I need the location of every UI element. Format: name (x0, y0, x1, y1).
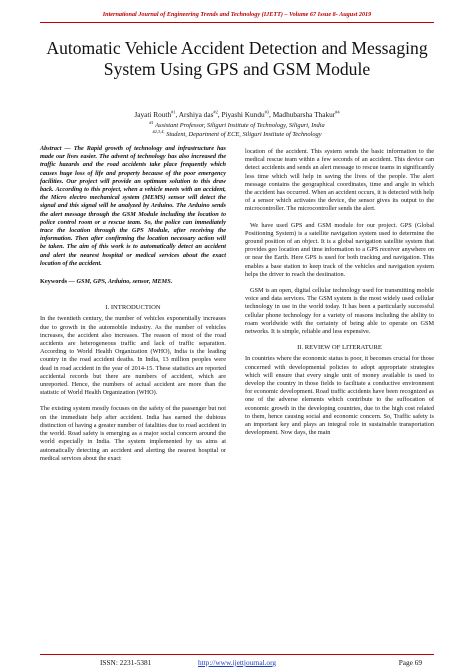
paragraph: GSM is an open, digital cellular technology used for transmitting mobile voice and data services. The GSM system is the most widely used cellular technology in use in the world today. It has been a particularly successful cellular phone technology for a variety of reasons including the ability to roam worldwide with the certainty of being able to operate on GSM networks. It is simple, reliable and less expensive. (245, 287, 434, 336)
affiliation (40, 128, 434, 138)
paragraph: The existing system mostly focuses on the safety of the passenger but not on the immediate help after accident. India has earned the dubious distinction of having a greater number of fatalities due to road accident in the world. Road safety is emerging as a major social concern around the world especially in India. The system implemented by us aims at automatically detecting an accident and alerting the nearest hospital or medical services about the exact (40, 405, 226, 462)
author-name: Arshiya das (178, 110, 214, 119)
paragraph: In countries where the economic status is poor, it becomes crucial for those concerned with developmental policies to adopt appropriate strategies which will ensure that every single unit of money available is used to develop the country in those fields to facilitate a conductive environment for economic development. Road traffic accidents have been recognized as one of the adverse elements which contribute to the suffocation of economic growth in the developing countries, due to the high cost related to them, hence causing social and economic concern. So, Traffic safety is an important key and plays an integral role in sustainable transportation development. Now days, the main (245, 355, 434, 437)
author-sup: #1 (171, 109, 176, 115)
abstract-label: Abstract (40, 145, 62, 152)
author-sup: #4 (335, 109, 340, 115)
author-name: Jayati Routh (134, 110, 172, 119)
abstract-text: — The Rapid growth of technology and infrastructure has made our lives easier. The advent of technology has also increased the traffic hazards and the road accidents take place frequently which causes huge loss of life and property because of the poor emergency facilities. Our project will provide an optimum solution to this draw back. According to this project, when a vehicle meets with an accident, the Micro electro mechanical system (MEMS) sensor will detect the signal and this signal will be analyzed by Arduino. The Arduino sends the alert message through the GSM Module including the location to police control room or a rescue team. So, the police can immediately trace the location through the GPS Module, after receiving the information. Then after confirming the location necessary action will be taken. The aim of this work is to automatically detect an accident and alert the nearest hospital or medical services about the exact location of the accident. (40, 145, 226, 267)
section-heading-literature-review: II. REVIEW OF LITERATURE (297, 344, 382, 352)
affiliation-sup: #2,3,4, (152, 128, 165, 134)
paragraph: location of the accident. This system sends the basic information to the medical rescue team within a few seconds of an accident. This device can detect accidents and sends an alert message to rescue teams in significantly less time which will help in saving the lives of the people. The alert message contains the geographical coordinates, time and angle in which the accident has occurred. When an accident occurs, it is detected with help of a sensor which activates the device, the sensor gives its output to the microcontroller. The microcontroller sends the alert. (245, 148, 434, 213)
header-rule (40, 22, 434, 23)
issn-text: ISSN: 2231-5381 (100, 658, 152, 667)
journal-url-link[interactable]: http://www.ijettjournal.org (197, 658, 277, 667)
author-sup: #3 (264, 109, 270, 115)
left-column (40, 145, 226, 471)
affiliation-text: Assistant Professor, Siliguri Institute of Technology, Siliguri, India (155, 122, 325, 129)
keywords-label: Keywords (40, 278, 68, 286)
abstract (40, 145, 226, 268)
affiliation-text: Student, Department of ECE, Siliguri Institute of Technology (166, 131, 322, 138)
author-sup: #2 (213, 109, 218, 115)
paragraph: In the twentieth century, the number of vehicles exponentially increases due to growth in the automobile industry. As the number of vehicles increases, the accident also increases. The reason of most of the road accidents are heterogeneous traffic and lack of traffic separation. According to World Health Organization (WHO), India is the leading country in the road accident deaths. In India, 13 million peoples were dead in road accident in the year of 2014-15. These statistics are reported accidental records but there are numbers of accident, which are unreported. Hence, the numbers of actual accident are more than the statistic of World Health Organization (WHO). (40, 315, 226, 397)
keywords (40, 278, 226, 286)
author-name: Piyashi Kundu (221, 110, 265, 119)
journal-header: International Journal of Engineering Trends and Technology (IJETT) – Volume 67 Issue 8- August 2019 (102, 11, 372, 18)
author-name: Madhubarsha Thakur (272, 110, 336, 119)
paper-title: Automatic Vehicle Accident Detection and Messaging System Using GPS and GSM Module (46, 38, 428, 79)
paragraph: We have used GPS and GSM module for our project. GPS (Global Positioning System) is a satellite navigation system used to determine the ground position of an object. It is a global navigation satellite system that provides geo location and time information to a GPS receiver anywhere on or near the Earth. Here GPS is used for both tracking and navigation. This enables a base station to keep track of the vehicles and navigation system helps the driver to reach the destination. (245, 221, 434, 278)
right-column (245, 148, 434, 446)
page-number: Page 69 (398, 658, 422, 667)
section-heading-introduction: I. INTRODUCTION (105, 304, 161, 312)
affiliation (40, 119, 434, 129)
footer-rule (40, 654, 434, 655)
author-list: Jayati Routh$^{\#1}$, Arshiya das$^{\#2}$, Piyashi Kundu$^{\#3}$, Madhubarsha Thakur$^{\#4}$ (134, 109, 340, 119)
keywords-text: — GSM, GPS, Arduino, sensor, MEMS. (67, 278, 173, 286)
affiliation-sup: #1 (149, 119, 154, 125)
